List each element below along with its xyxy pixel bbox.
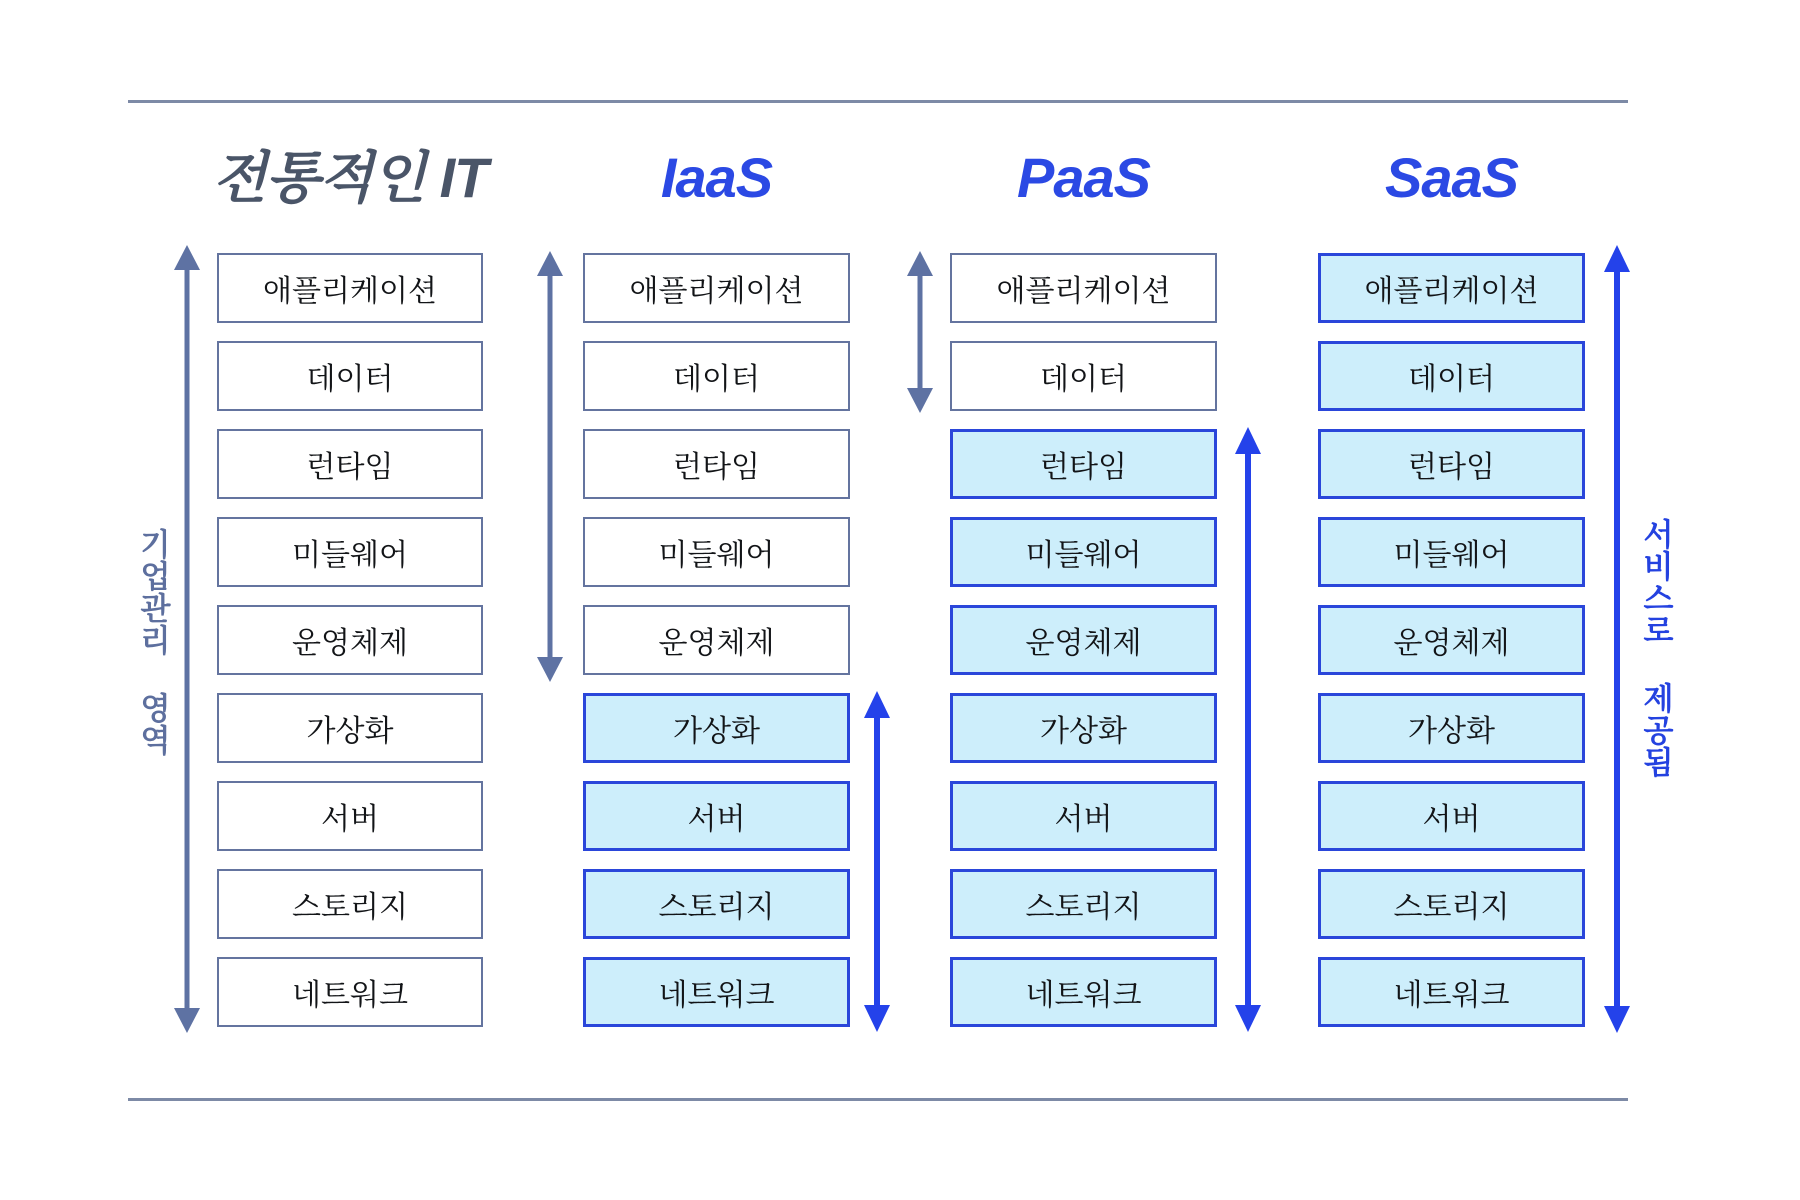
arrow-down-icon [1604,1006,1630,1033]
layer-box-virtualization: 가상화 [950,693,1217,763]
layer-box-network: 네트워크 [1318,957,1585,1027]
layer-box-data: 데이터 [1318,341,1585,411]
traditional-it-managed-arrow [174,245,200,1033]
arrow-shaft [874,709,880,1014]
column-saas [1318,0,1585,1200]
column-paas [950,0,1217,1200]
layer-box-data: 데이터 [217,341,483,411]
layer-box-network: 네트워크 [583,957,850,1027]
arrow-down-icon [537,657,563,682]
layer-box-os: 운영체제 [217,605,483,675]
layer-box-storage: 스토리지 [583,869,850,939]
layer-box-storage: 스토리지 [1318,869,1585,939]
layer-box-application: 애플리케이션 [583,253,850,323]
layer-box-storage: 스토리지 [950,869,1217,939]
layer-box-os: 운영체제 [1318,605,1585,675]
layer-box-middleware: 미들웨어 [217,517,483,587]
column-iaas [583,0,850,1200]
layer-box-data: 데이터 [950,341,1217,411]
layer-box-server: 서버 [1318,781,1585,851]
paas-managed-arrow [907,251,933,413]
layer-box-runtime: 런타임 [950,429,1217,499]
arrow-shaft [918,269,923,395]
layer-box-network: 네트워크 [217,957,483,1027]
layer-box-storage: 스토리지 [217,869,483,939]
arrow-down-icon [907,388,933,413]
column-title-paas: PaaS [1017,146,1150,209]
arrow-shaft [185,263,190,1015]
layer-box-server: 서버 [950,781,1217,851]
layer-box-runtime: 런타임 [1318,429,1585,499]
layer-box-os: 운영체제 [583,605,850,675]
arrow-shaft [1245,445,1251,1014]
iaas-managed-arrow [537,251,563,682]
column-title-saas: SaaS [1385,146,1518,209]
iaas-service-arrow [864,691,890,1032]
layer-box-middleware: 미들웨어 [1318,517,1585,587]
column-title-traditional-it: 전통적인 IT [212,146,488,209]
arrow-shaft [1614,263,1620,1015]
layer-box-application: 애플리케이션 [1318,253,1585,323]
paas-service-arrow [1235,427,1261,1032]
layer-box-runtime: 런타임 [217,429,483,499]
layer-box-application: 애플리케이션 [217,253,483,323]
layer-box-application: 애플리케이션 [950,253,1217,323]
layer-box-network: 네트워크 [950,957,1217,1027]
layer-box-runtime: 런타임 [583,429,850,499]
arrow-down-icon [174,1008,200,1033]
layer-box-server: 서버 [217,781,483,851]
arrow-down-icon [864,1005,890,1032]
arrow-shaft [548,269,553,664]
layer-box-os: 운영체제 [950,605,1217,675]
layer-box-middleware: 미들웨어 [950,517,1217,587]
service-provided-axis-label: 서비스로 제공됨 [1638,518,1673,778]
saas-service-arrow [1604,245,1630,1033]
column-traditional-it [212,0,488,1200]
layer-box-data: 데이터 [583,341,850,411]
layer-box-middleware: 미들웨어 [583,517,850,587]
column-title-iaas: IaaS [660,146,773,209]
layer-box-virtualization: 가상화 [583,693,850,763]
layer-box-virtualization: 가상화 [1318,693,1585,763]
layer-box-server: 서버 [583,781,850,851]
layer-box-virtualization: 가상화 [217,693,483,763]
arrow-down-icon [1235,1005,1261,1032]
enterprise-managed-axis-label: 기업관리 영역 [135,528,170,756]
